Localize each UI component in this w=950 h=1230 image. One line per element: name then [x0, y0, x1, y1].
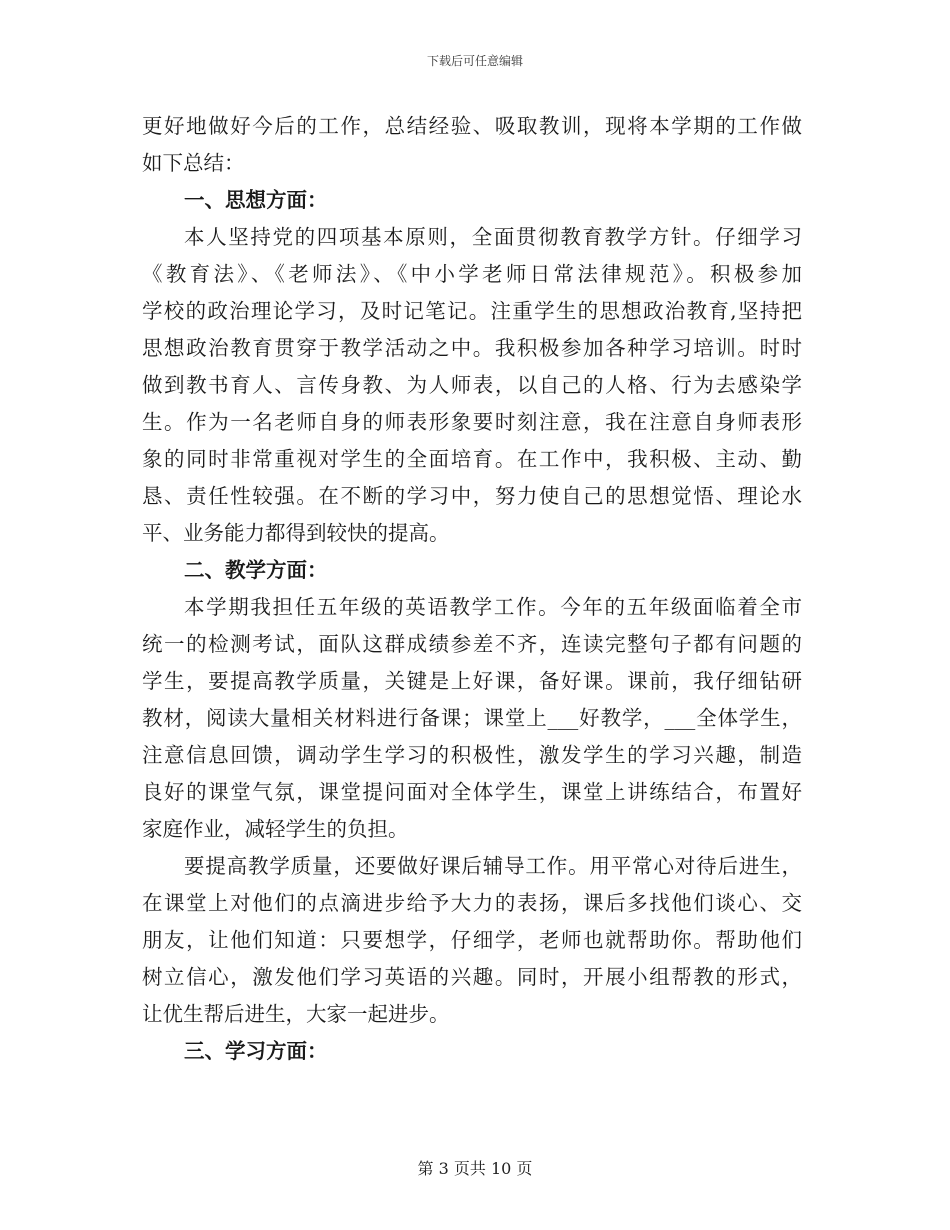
page-header: 下载后可任意编辑 [426, 54, 523, 68]
paragraph-line: 教材，阅读大量相关材料进行备课；课堂上___好教学，___全体学生， [142, 706, 802, 730]
document-body [142, 108, 802, 1070]
paragraph-line: 学生，要提高教学质量，关键是上好课，备好课。课前，我仔细钻研 [142, 669, 802, 693]
paragraph-line: 本人坚持党的四项基本原则，全面贯彻教育教学方针。仔细学习 [184, 225, 802, 249]
paragraph-line: 在课堂上对他们的点滴进步给予大力的表扬，课后多找他们谈心、交 [142, 891, 802, 915]
paragraph-line: 象的同时非常重视对学生的全面培育。在工作中，我积极、主动、勤 [142, 447, 802, 471]
paragraph-line: 学校的政治理论学习，及时记笔记。注重学生的思想政治教育,坚持把 [142, 299, 802, 323]
paragraph-line: 注意信息回馈，调动学生学习的积极性，激发学生的学习兴趣，制造 [142, 743, 802, 767]
paragraph-line: 平、业务能力都得到较快的提高。 [142, 521, 450, 545]
paragraph-line: 让优生帮后进生，大家一起进步。 [142, 1002, 450, 1026]
section-heading-study: 三、学习方面： [184, 1039, 328, 1063]
paragraph-line: 本学期我担任五年级的英语教学工作。今年的五年级面临着全市 [184, 595, 802, 619]
paragraph-line: 思想政治教育贯穿于教学活动之中。我积极参加各种学习培训。时时 [142, 336, 802, 360]
paragraph-line: 生。作为一名老师自身的师表形象要时刻注意，我在注意自身师表形 [142, 410, 802, 434]
intro-line: 如下总结： [142, 151, 245, 175]
paragraph-line: 朋友，让他们知道：只要想学，仔细学，老师也就帮助你。帮助他们 [142, 928, 802, 952]
paragraph-line: 家庭作业，减轻学生的负担。 [142, 817, 409, 841]
paragraph-line: 《教育法》、《老师法》、《中小学老师日常法律规范》。积极参加 [142, 262, 802, 286]
paragraph-line: 统一的检测考试，面队这群成绩参差不齐，连读完整句子都有问题的 [142, 632, 802, 656]
paragraph-line: 要提高教学质量，还要做好课后辅导工作。用平常心对待后进生， [184, 854, 802, 878]
intro-line: 更好地做好今后的工作，总结经验、吸取教训，现将本学期的工作做 [142, 114, 802, 138]
paragraph-line: 做到教书育人、言传身教、为人师表，以自己的人格、行为去感染学 [142, 373, 802, 397]
section-heading-teaching: 二、教学方面： [184, 558, 328, 582]
paragraph-line: 树立信心，激发他们学习英语的兴趣。同时，开展小组帮教的形式， [142, 965, 802, 989]
paragraph-line: 恳、责任性较强。在不断的学习中，努力使自己的思想觉悟、理论水 [142, 484, 802, 508]
page-footer: 第 3 页共 10 页 [417, 1159, 533, 1178]
paragraph-line: 良好的课堂气氛，课堂提问面对全体学生，课堂上讲练结合，布置好 [142, 780, 802, 804]
section-heading-thought: 一、思想方面： [184, 188, 328, 212]
